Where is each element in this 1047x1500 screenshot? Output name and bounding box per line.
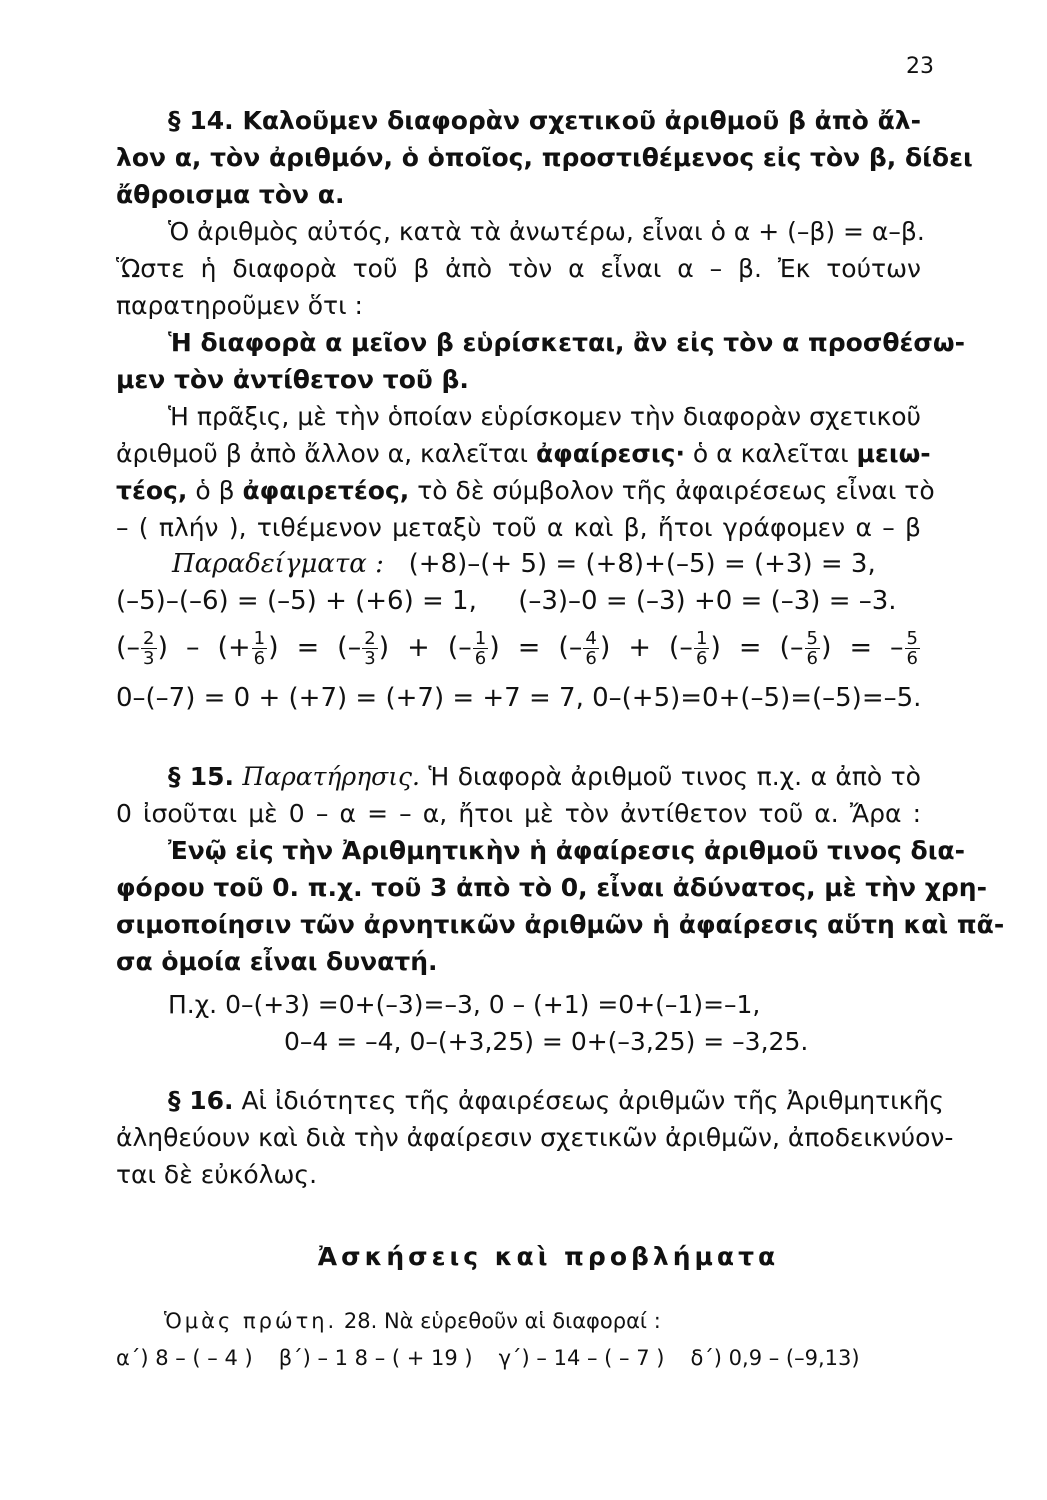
example-line: 0–4 = –4, 0–(+3,25) = 0+(–3,25) = –3,25.: [284, 1027, 809, 1056]
section-14: [116, 102, 973, 717]
paragraph-line: Ἡ πρᾶξις, μὲ τὴν ὁποίαν εὑρίσκομεν τὴν διαφορὰν σχετικοῦ: [168, 402, 921, 431]
paragraph-line: παρατηροῦμεν ὅτι :: [116, 291, 363, 320]
exercise-item: β΄) – 1 8 – ( + 19 ): [278, 1346, 473, 1370]
paragraph-line: § 16. Αἱ ἰδιότητες τῆς ἀφαιρέσεως ἀριθμῶν τῆς Ἀριθμητικῆς: [168, 1086, 944, 1115]
paragraph-line: 0 ἰσοῦται μὲ 0 – α = – α, ἤτοι μὲ τὸν ἀντίθετον τοῦ α. Ἄρα :: [116, 799, 921, 828]
example-line: 0–(–7) = 0 + (+7) = (+7) = +7 = 7, 0–(+5)=0+(–5)=(–5)=–5.: [116, 683, 922, 713]
paragraph-line: Ὥστε ἡ διαφορὰ τοῦ β ἀπὸ τὸν α εἶναι α – β. Ἐκ τούτων: [116, 254, 921, 283]
fraction: $\frac{2}{3}$: [143, 628, 155, 669]
exercise-item: α΄) 8 – ( – 4 ): [116, 1346, 253, 1370]
section-15: [116, 758, 1005, 1060]
fraction: $\frac{1}{6}$: [474, 628, 487, 669]
paragraph-line: § 15. Παρατήρησις. Ἡ διαφορὰ ἀριθμοῦ τινος π.χ. α ἀπὸ τὸ: [168, 762, 921, 791]
rule-line: φόρου τοῦ 0. π.χ. τοῦ 3 ἀπὸ τὸ 0, εἶναι ἀδύνατος, μὲ τὴν χρη-: [116, 873, 987, 902]
paragraph-line: ται δὲ εὐκόλως.: [116, 1160, 318, 1189]
paragraph-line: – ( πλήν ), τιθέμενον μεταξὺ τοῦ α καὶ β, ἤτοι γράφομεν α – β: [116, 513, 921, 542]
paragraph-line: Ὁ ἀριθμὸς αὐτός, κατὰ τὰ ἀνωτέρω, εἶναι ὁ α + (–β) = α–β.: [168, 217, 925, 246]
example-line: (–5)–(–6) = (–5) + (+6) = 1, (–3)–0 = (–3) +0 = (–3) = –3.: [116, 586, 897, 616]
page-number: 23: [906, 54, 934, 79]
rule-line: σα ὁμοία εἶναι δυνατή.: [116, 947, 438, 976]
example-line: Π.χ. 0–(+3) =0+(–3)=–3, 0 – (+1) =0+(–1)=–1,: [168, 990, 761, 1019]
section-16: [116, 1082, 954, 1193]
exercises: [116, 1238, 921, 1377]
rule-line: σιμοποίησιν τῶν ἀρνητικῶν ἀριθμῶν ἡ ἀφαίρεσις αὕτη καὶ πᾶ-: [116, 910, 1005, 939]
fraction: $\frac{1}{6}$: [253, 628, 266, 669]
exercise-item: γ΄) – 14 – ( – 7 ): [498, 1346, 665, 1370]
rule-line: μεν τὸν ἀντίθετον τοῦ β.: [116, 365, 469, 394]
definition-line: § 14. Καλοῦμεν διαφορὰν σχετικοῦ ἀριθμοῦ β ἀπὸ ἄλ-: [168, 106, 921, 135]
fraction: $\frac{1}{6}$: [695, 628, 708, 669]
section-number: § 15.: [168, 762, 234, 791]
exercise-items: [116, 1340, 921, 1377]
exercises-heading: Ἀσκήσεις καὶ προβλήματα: [317, 1242, 780, 1271]
exercise-item: δ΄) 0,9 – (–9,13): [690, 1346, 860, 1370]
definition-line: λον α, τὸν ἀριθμόν, ὁ ὁποῖος, προστιθέμενος εἰς τὸν β, δίδει: [116, 143, 973, 172]
example-line: Παραδείγματα : (+8)–(+ 5) = (+8)+(–5) = (+3) = 3,: [172, 549, 876, 579]
fraction: $\frac{5}{6}$: [806, 628, 818, 669]
fraction: $\frac{5}{6}$: [906, 628, 918, 669]
examples-label: Παραδείγματα :: [172, 549, 384, 579]
section-number: § 16.: [168, 1086, 234, 1115]
paragraph-line: ἀριθμοῦ β ἀπὸ ἄλλον α, καλεῖται ἀφαίρεσις· ὁ α καλεῖται μειω-: [116, 439, 931, 468]
paragraph-line: τέος, ὁ β ἀφαιρετέος, τὸ δὲ σύμβολον τῆς ἀφαιρέσεως εἶναι τὸ: [116, 476, 935, 505]
definition-line: ἄθροισμα τὸν α.: [116, 180, 345, 209]
fraction: $\frac{4}{6}$: [585, 628, 597, 669]
remark-title: Παρατήρησις.: [242, 762, 420, 791]
group-label: Ὁμὰς πρώτη.: [164, 1309, 338, 1333]
fraction: $\frac{2}{3}$: [364, 628, 376, 669]
section-number: § 14.: [168, 106, 234, 135]
paragraph-line: ἀληθεύουν καὶ διὰ τὴν ἀφαίρεσιν σχετικῶν ἀριθμῶν, ἀποδεικνύον-: [116, 1123, 954, 1152]
rule-line: Ἡ διαφορὰ α μεῖον β εὑρίσκεται, ἂν εἰς τὸν α προσθέσω-: [168, 328, 965, 357]
fraction-example: (– $\frac{2}{3}$ ) – (+ $\frac{1}{6}$ ) = (– $\frac{2}{3}$ ) + (– $\frac{1}{6}$ ) = (– $\frac{4}{6}$ ) + (– $\frac{1}{6}$ ) = (– $\frac{5}{6}$ ) = – $\frac{5}{6}$: [116, 628, 918, 669]
exercise-question: Ὁμὰς πρώτη. 28. Νὰ εὑρεθοῦν αἱ διαφοραί :: [164, 1309, 661, 1333]
rule-line: Ἐνῷ εἰς τὴν Ἀριθμητικὴν ἡ ἀφαίρεσις ἀριθμοῦ τινος δια-: [168, 836, 965, 865]
